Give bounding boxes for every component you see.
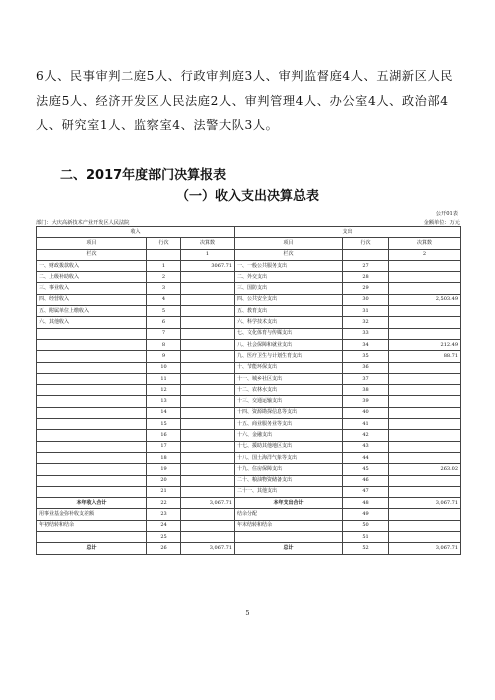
- expense-row-no-cell: 44: [343, 452, 389, 463]
- income-item-cell: 四、经营收入: [37, 294, 147, 305]
- expense-item-cell: 总计: [235, 543, 343, 554]
- income-amount-cell: [181, 362, 235, 373]
- expense-row-no-cell: 41: [343, 419, 389, 430]
- table-row: [37, 283, 461, 294]
- expense-item-cell: 六、科学技术支出: [235, 317, 343, 328]
- expense-item-cell: 十五、商业服务业等支出: [235, 419, 343, 430]
- table-row: [37, 520, 461, 531]
- expense-amount-cell: 3,067.71: [389, 543, 461, 554]
- expense-amount-cell: [389, 486, 461, 497]
- expense-row-no-cell: 45: [343, 464, 389, 475]
- income-item-cell: [37, 430, 147, 441]
- income-row-no-cell: 13: [147, 396, 181, 407]
- income-item-cell: [37, 373, 147, 384]
- form-code: 公开01表: [435, 211, 458, 217]
- expense-row-no-cell: 48: [343, 498, 389, 509]
- expense-item-cell: 三、国防支出: [235, 283, 343, 294]
- expense-item-cell: 十八、国土海洋气象等支出: [235, 452, 343, 463]
- income-column-blank: [147, 249, 181, 260]
- income-row-no-cell: 26: [147, 543, 181, 554]
- expense-item-cell: [235, 532, 343, 543]
- income-row-no-cell: 5: [147, 306, 181, 317]
- income-row-no-cell: 14: [147, 407, 181, 418]
- income-amount-cell: [181, 306, 235, 317]
- income-amount-cell: 3,067.71: [181, 543, 235, 554]
- income-item-cell: [37, 486, 147, 497]
- header-row-column-numbers: [37, 249, 461, 260]
- expense-item-cell: 十三、交通运输支出: [235, 396, 343, 407]
- income-row-no-cell: 12: [147, 385, 181, 396]
- expense-row-no-cell: 51: [343, 532, 389, 543]
- expense-item-cell: 五、教育支出: [235, 306, 343, 317]
- table-row: [37, 532, 461, 543]
- expense-row-no-cell: 43: [343, 441, 389, 452]
- income-row-no-cell: 2: [147, 272, 181, 283]
- expense-item-cell: 结余分配: [235, 509, 343, 520]
- income-item-cell: [37, 396, 147, 407]
- expense-header: 支出: [235, 227, 461, 238]
- expense-amount-cell: [389, 452, 461, 463]
- expense-item-cell: 二、外交支出: [235, 272, 343, 283]
- income-item-cell: 本年收入合计: [37, 498, 147, 509]
- expense-row-no-cell: 47: [343, 486, 389, 497]
- income-row-no-cell: 11: [147, 373, 181, 384]
- income-amount-cell: [181, 464, 235, 475]
- expense-item-header: 项目: [235, 238, 343, 249]
- expense-row-no-cell: 27: [343, 260, 389, 271]
- income-row-no-cell: 4: [147, 294, 181, 305]
- table-row: [37, 317, 461, 328]
- income-item-cell: 用事业基金弥补收支差额: [37, 509, 147, 520]
- expense-amount-cell: [389, 509, 461, 520]
- expense-item-cell: 十四、资源勘探信息等支出: [235, 407, 343, 418]
- income-item-cell: [37, 385, 147, 396]
- expense-amount-cell: [389, 407, 461, 418]
- income-row-no-cell: 10: [147, 362, 181, 373]
- unit-label: 金额单位：万元: [423, 220, 460, 226]
- expense-amount-cell: [389, 283, 461, 294]
- expense-item-cell: 二十、粮油物资储备支出: [235, 475, 343, 486]
- expense-row-no-cell: 28: [343, 272, 389, 283]
- income-row-no-cell: 3: [147, 283, 181, 294]
- page-number: 5: [245, 609, 250, 617]
- expense-amount-cell: [389, 260, 461, 271]
- expense-item-cell: 八、社会保障和就业支出: [235, 339, 343, 350]
- income-row-no-cell: 21: [147, 486, 181, 497]
- expense-item-cell: 年末结转和结余: [235, 520, 343, 531]
- income-amount-cell: [181, 441, 235, 452]
- expense-row-no-cell: 30: [343, 294, 389, 305]
- income-row-no-cell: 9: [147, 351, 181, 362]
- income-item-cell: 五、附属单位上缴收入: [37, 306, 147, 317]
- expense-amount-cell: [389, 272, 461, 283]
- income-column-number: 1: [181, 249, 235, 260]
- income-item-cell: 三、事业收入: [37, 283, 147, 294]
- income-amount-cell: [181, 373, 235, 384]
- expense-amount-header: 决算数: [389, 238, 461, 249]
- expense-item-cell: 七、文化体育与传媒支出: [235, 328, 343, 339]
- table-row: [37, 385, 461, 396]
- expense-row-no-cell: 52: [343, 543, 389, 554]
- income-amount-cell: [181, 385, 235, 396]
- header-row-columns: [37, 238, 461, 249]
- section-title: 二、2017年度部门决算报表: [60, 168, 227, 183]
- expense-amount-cell: [389, 306, 461, 317]
- expense-amount-cell: [389, 396, 461, 407]
- expense-column-number: 2: [389, 249, 461, 260]
- expense-item-cell: 十二、农林水支出: [235, 385, 343, 396]
- table-row: [37, 396, 461, 407]
- expense-amount-cell: [389, 441, 461, 452]
- income-amount-cell: [181, 328, 235, 339]
- table-row: [37, 486, 461, 497]
- expense-row-no-cell: 29: [343, 283, 389, 294]
- income-item-cell: [37, 452, 147, 463]
- table-row: [37, 419, 461, 430]
- expense-row-no-header: 行次: [343, 238, 389, 249]
- income-amount-cell: [181, 339, 235, 350]
- table-title: （一）收入支出决算总表: [175, 189, 319, 204]
- income-item-cell: [37, 475, 147, 486]
- income-amount-cell: [181, 520, 235, 531]
- income-row-no-cell: 17: [147, 441, 181, 452]
- income-item-cell: [37, 419, 147, 430]
- table-row: [37, 306, 461, 317]
- table-row: [37, 294, 461, 305]
- expense-amount-cell: [389, 419, 461, 430]
- table-row: [37, 464, 461, 475]
- income-item-cell: [37, 339, 147, 350]
- income-item-header: 项目: [37, 238, 147, 249]
- income-expense-table: [36, 226, 461, 555]
- expense-item-cell: 一、一般公共服务支出: [235, 260, 343, 271]
- income-item-cell: 二、上级补助收入: [37, 272, 147, 283]
- expense-row-no-cell: 38: [343, 385, 389, 396]
- income-row-no-cell: 19: [147, 464, 181, 475]
- income-row-no-cell: 15: [147, 419, 181, 430]
- expense-item-cell: 四、公共安全支出: [235, 294, 343, 305]
- expense-row-no-cell: 42: [343, 430, 389, 441]
- income-item-cell: [37, 441, 147, 452]
- expense-row-no-cell: 32: [343, 317, 389, 328]
- table-row: [37, 407, 461, 418]
- income-row-no-cell: 16: [147, 430, 181, 441]
- income-amount-header: 决算数: [181, 238, 235, 249]
- expense-amount-cell: [389, 520, 461, 531]
- income-amount-cell: [181, 317, 235, 328]
- table-row: [37, 475, 461, 486]
- expense-amount-cell: 263.02: [389, 464, 461, 475]
- table-body: [37, 260, 461, 554]
- expense-row-no-cell: 49: [343, 509, 389, 520]
- income-row-no-cell: 18: [147, 452, 181, 463]
- expense-row-no-cell: 35: [343, 351, 389, 362]
- income-row-no-cell: 7: [147, 328, 181, 339]
- expense-row-no-cell: 39: [343, 396, 389, 407]
- table-row: [37, 498, 461, 509]
- expense-item-cell: 十六、金融支出: [235, 430, 343, 441]
- expense-amount-cell: [389, 385, 461, 396]
- income-row-no-cell: 25: [147, 532, 181, 543]
- expense-column-blank: [343, 249, 389, 260]
- expense-amount-cell: [389, 362, 461, 373]
- income-amount-cell: [181, 486, 235, 497]
- expense-item-cell: 十一、城乡社区支出: [235, 373, 343, 384]
- header-row-sections: [37, 227, 461, 238]
- expense-amount-cell: [389, 317, 461, 328]
- income-item-cell: [37, 532, 147, 543]
- income-amount-cell: [181, 294, 235, 305]
- income-header: 收入: [37, 227, 235, 238]
- expense-item-cell: 九、医疗卫生与计划生育支出: [235, 351, 343, 362]
- expense-row-no-cell: 34: [343, 339, 389, 350]
- expense-amount-cell: 3,067.71: [389, 498, 461, 509]
- table-row: [37, 441, 461, 452]
- income-amount-cell: [181, 351, 235, 362]
- income-item-cell: [37, 362, 147, 373]
- expense-amount-cell: [389, 532, 461, 543]
- income-amount-cell: [181, 452, 235, 463]
- expense-row-no-cell: 31: [343, 306, 389, 317]
- income-item-cell: [37, 407, 147, 418]
- income-row-no-header: 行次: [147, 238, 181, 249]
- income-row-no-cell: 8: [147, 339, 181, 350]
- table-row: [37, 452, 461, 463]
- expense-item-cell: 十九、住房保障支出: [235, 464, 343, 475]
- expense-amount-cell: [389, 475, 461, 486]
- expense-row-no-cell: 37: [343, 373, 389, 384]
- table-row: [37, 339, 461, 350]
- expense-column-label: 栏次: [235, 249, 343, 260]
- table-row: [37, 543, 461, 554]
- income-item-cell: 一、财政拨款收入: [37, 260, 147, 271]
- income-row-no-cell: 20: [147, 475, 181, 486]
- income-item-cell: 六、其他收入: [37, 317, 147, 328]
- income-amount-cell: [181, 475, 235, 486]
- income-column-label: 栏次: [37, 249, 147, 260]
- table-row: [37, 351, 461, 362]
- income-row-no-cell: 22: [147, 498, 181, 509]
- expense-amount-cell: [389, 373, 461, 384]
- income-amount-cell: [181, 396, 235, 407]
- income-item-cell: [37, 328, 147, 339]
- income-row-no-cell: 1: [147, 260, 181, 271]
- income-row-no-cell: 23: [147, 509, 181, 520]
- expense-amount-cell: 212.49: [389, 339, 461, 350]
- table-row: [37, 362, 461, 373]
- income-amount-cell: [181, 532, 235, 543]
- table-row: [37, 509, 461, 520]
- income-item-cell: 总计: [37, 543, 147, 554]
- expense-item-cell: 十七、援助其他地区支出: [235, 441, 343, 452]
- income-amount-cell: 3,067.71: [181, 498, 235, 509]
- expense-amount-cell: 2,503.49: [389, 294, 461, 305]
- income-item-cell: [37, 351, 147, 362]
- expense-row-no-cell: 46: [343, 475, 389, 486]
- expense-amount-cell: [389, 328, 461, 339]
- income-amount-cell: [181, 430, 235, 441]
- income-amount-cell: [181, 272, 235, 283]
- income-amount-cell: [181, 407, 235, 418]
- income-amount-cell: [181, 419, 235, 430]
- income-row-no-cell: 24: [147, 520, 181, 531]
- table-row: [37, 430, 461, 441]
- income-amount-cell: [181, 509, 235, 520]
- table-row: [37, 260, 461, 271]
- expense-row-no-cell: 50: [343, 520, 389, 531]
- income-item-cell: [37, 464, 147, 475]
- table-row: [37, 373, 461, 384]
- expense-amount-cell: [389, 430, 461, 441]
- income-amount-cell: [181, 283, 235, 294]
- expense-amount-cell: 88.71: [389, 351, 461, 362]
- expense-item-cell: 十、节能环保支出: [235, 362, 343, 373]
- body-paragraph: 6人、民事审判二庭5人、行政审判庭3人、审判监督庭4人、五湖新区人民法庭5人、经济开发区人民法庭2人、审判管理4人、办公室4人、政治部4人、研究室1人、监察室4、法警大队3人。: [36, 69, 454, 132]
- table-row: [37, 328, 461, 339]
- income-row-no-cell: 6: [147, 317, 181, 328]
- expense-row-no-cell: 33: [343, 328, 389, 339]
- expense-item-cell: 本年支出合计: [235, 498, 343, 509]
- income-amount-cell: 3067.71: [181, 260, 235, 271]
- expense-item-cell: 二十一、其他支出: [235, 486, 343, 497]
- expense-row-no-cell: 40: [343, 407, 389, 418]
- expense-row-no-cell: 36: [343, 362, 389, 373]
- table-row: [37, 272, 461, 283]
- income-item-cell: 年初结转和结余: [37, 520, 147, 531]
- department-label: 部门：大庆高新技术产业开发区人民法院: [36, 220, 130, 226]
